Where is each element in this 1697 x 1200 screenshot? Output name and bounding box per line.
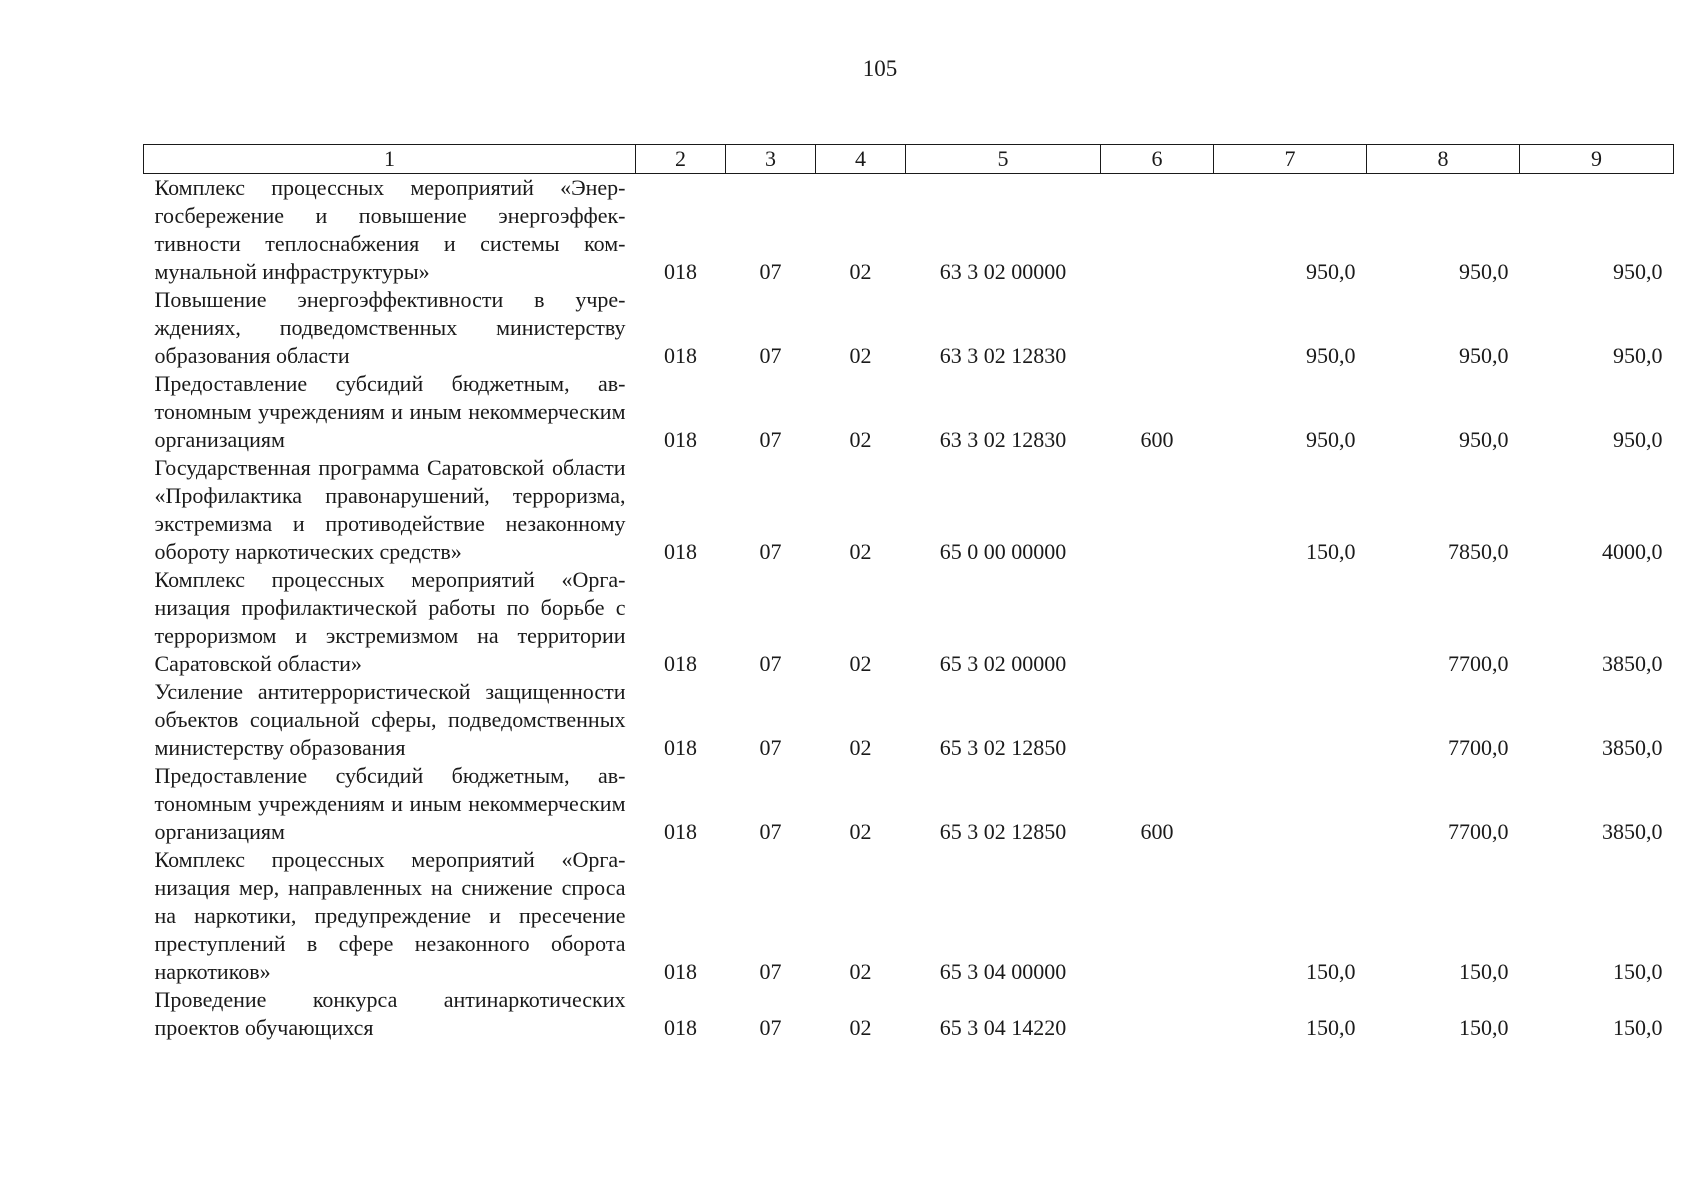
row-name: Комплекс процессных мероприятий «Организация профилактической работы по борьбе с терроризмом и экстремизмом на территории Саратовской области» <box>154 567 626 676</box>
row-ministry-code: 018 <box>664 1015 697 1040</box>
row-subsection-code: 02 <box>849 427 872 452</box>
row-target-article: 65 3 02 12850 <box>939 735 1067 760</box>
row-expense-type <box>1101 286 1214 370</box>
table-row <box>144 454 1674 566</box>
header-cell-expense-type: 6 <box>1101 145 1214 174</box>
row-section-code: 07 <box>759 427 782 452</box>
row-amount-8: 7850,0 <box>1448 539 1509 564</box>
row-target-article: 65 0 00 00000 <box>939 539 1067 564</box>
table-body <box>144 174 1674 1043</box>
row-amount-9: 950,0 <box>1613 343 1663 368</box>
row-amount-7: 150,0 <box>1306 1015 1356 1040</box>
row-expense-type <box>1101 174 1214 287</box>
row-target-article: 65 3 02 00000 <box>939 651 1067 676</box>
row-subsection-code: 02 <box>849 539 872 564</box>
row-name: Комплекс процессных мероприятий «Организация мер, направленных на снижение спроса на наркотики, предупреждение и пресечение преступлений в сфере незаконного оборота наркотиков» <box>154 847 626 984</box>
row-section-code: 07 <box>759 343 782 368</box>
row-amount-8: 150,0 <box>1459 959 1509 984</box>
row-amount-9: 4000,0 <box>1602 539 1663 564</box>
table-row <box>144 174 1674 287</box>
row-target-article: 63 3 02 12830 <box>939 427 1067 452</box>
row-amount-7: 950,0 <box>1306 343 1356 368</box>
row-expense-type: 600 <box>1140 819 1174 844</box>
row-expense-type <box>1101 846 1214 986</box>
table-row <box>144 846 1674 986</box>
row-ministry-code: 018 <box>664 427 697 452</box>
row-amount-8: 7700,0 <box>1448 819 1509 844</box>
header-cell-name: 1 <box>144 145 636 174</box>
row-name: Комплекс процессных мероприятий «Энергосбережение и повышение энергоэффективности теплоснабжения и системы коммунальной инфраструктуры» <box>154 175 626 284</box>
row-ministry-code: 018 <box>664 651 697 676</box>
row-amount-8: 950,0 <box>1459 343 1509 368</box>
table-row <box>144 286 1674 370</box>
row-amount-9: 950,0 <box>1613 259 1663 284</box>
row-expense-type <box>1101 678 1214 762</box>
row-subsection-code: 02 <box>849 1015 872 1040</box>
row-amount-7: 150,0 <box>1306 959 1356 984</box>
row-name: Усиление антитеррористической защищенности объектов социальной сферы, подведомственных министерству образования <box>154 679 626 760</box>
row-target-article: 65 3 04 14220 <box>939 1015 1067 1040</box>
row-subsection-code: 02 <box>849 343 872 368</box>
row-amount-7: 150,0 <box>1306 539 1356 564</box>
row-subsection-code: 02 <box>849 259 872 284</box>
page-number: 105 <box>862 56 898 81</box>
row-amount-7 <box>1214 678 1367 762</box>
row-name: Проведение конкурса антинаркотических проектов обучающихся <box>154 987 626 1040</box>
table-row <box>144 566 1674 678</box>
row-target-article: 63 3 02 00000 <box>939 259 1067 284</box>
row-amount-9: 150,0 <box>1613 1015 1663 1040</box>
row-amount-8: 7700,0 <box>1448 735 1509 760</box>
header-cell-amount-8: 8 <box>1367 145 1520 174</box>
row-expense-type <box>1101 986 1214 1042</box>
header-cell-subsection: 4 <box>816 145 906 174</box>
row-amount-9: 150,0 <box>1613 959 1663 984</box>
row-expense-type <box>1101 566 1214 678</box>
row-subsection-code: 02 <box>849 819 872 844</box>
row-section-code: 07 <box>759 259 782 284</box>
row-section-code: 07 <box>759 819 782 844</box>
row-ministry-code: 018 <box>664 819 697 844</box>
row-target-article: 65 3 02 12850 <box>939 819 1067 844</box>
row-name: Предоставление субсидий бюджетным, автономным учреждениям и иным некоммерческим организациям <box>154 763 626 844</box>
row-amount-7 <box>1214 566 1367 678</box>
row-name: Государственная программа Саратовской области «Профилактика правонарушений, терроризма, экстремизма и противодействие незаконному обороту наркотических средств» <box>154 455 626 564</box>
row-amount-7 <box>1214 762 1367 846</box>
row-amount-8: 7700,0 <box>1448 651 1509 676</box>
row-ministry-code: 018 <box>664 959 697 984</box>
row-amount-7: 950,0 <box>1306 427 1356 452</box>
table-header <box>144 145 1674 174</box>
row-amount-7: 950,0 <box>1306 259 1356 284</box>
row-section-code: 07 <box>759 1015 782 1040</box>
row-amount-9: 3850,0 <box>1602 735 1663 760</box>
row-section-code: 07 <box>759 539 782 564</box>
row-section-code: 07 <box>759 735 782 760</box>
budget-table <box>143 144 1674 1042</box>
row-ministry-code: 018 <box>664 735 697 760</box>
row-subsection-code: 02 <box>849 735 872 760</box>
row-target-article: 65 3 04 00000 <box>939 959 1067 984</box>
header-cell-ministry: 2 <box>636 145 726 174</box>
row-ministry-code: 018 <box>664 539 697 564</box>
table-row <box>144 986 1674 1042</box>
header-cell-amount-9: 9 <box>1520 145 1674 174</box>
header-cell-section: 3 <box>726 145 816 174</box>
row-amount-8: 950,0 <box>1459 259 1509 284</box>
row-amount-9: 950,0 <box>1613 427 1663 452</box>
row-target-article: 63 3 02 12830 <box>939 343 1067 368</box>
table-row <box>144 678 1674 762</box>
header-row <box>144 145 1674 174</box>
header-cell-amount-7: 7 <box>1214 145 1367 174</box>
row-amount-9: 3850,0 <box>1602 651 1663 676</box>
row-section-code: 07 <box>759 651 782 676</box>
row-expense-type: 600 <box>1140 427 1174 452</box>
row-amount-8: 950,0 <box>1459 427 1509 452</box>
row-expense-type <box>1101 454 1214 566</box>
row-section-code: 07 <box>759 959 782 984</box>
row-subsection-code: 02 <box>849 651 872 676</box>
row-name: Повышение энергоэффективности в учреждениях, подведомственных министерству образования области <box>154 287 626 368</box>
row-name: Предоставление субсидий бюджетным, автономным учреждениям и иным некоммерческим организациям <box>154 371 626 452</box>
row-amount-8: 150,0 <box>1459 1015 1509 1040</box>
table-row <box>144 370 1674 454</box>
row-amount-9: 3850,0 <box>1602 819 1663 844</box>
row-ministry-code: 018 <box>664 259 697 284</box>
header-cell-target: 5 <box>906 145 1101 174</box>
row-subsection-code: 02 <box>849 959 872 984</box>
table-row <box>144 762 1674 846</box>
row-ministry-code: 018 <box>664 343 697 368</box>
